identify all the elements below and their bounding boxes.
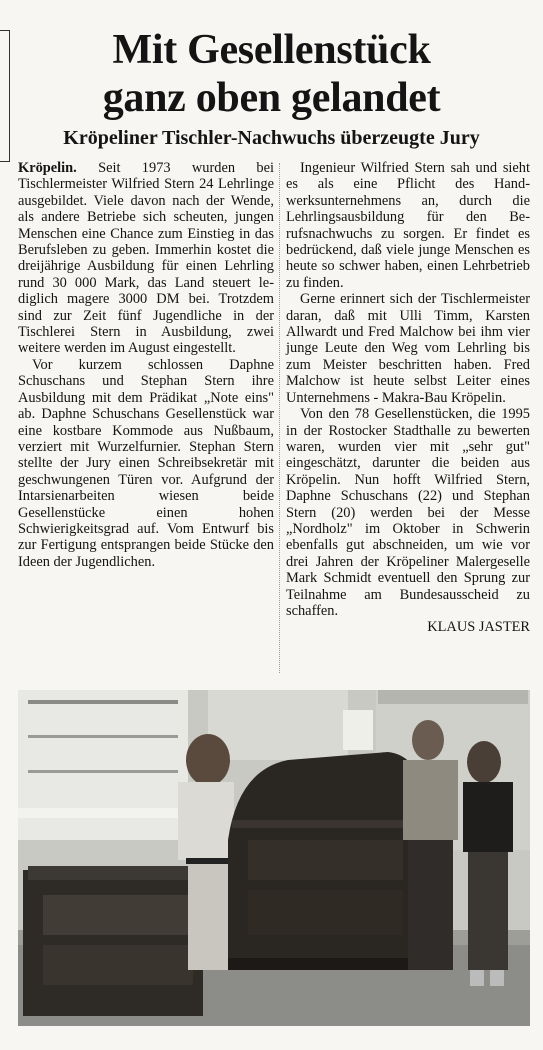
- paragraph-1: [18, 160, 274, 357]
- paragraph-5-text: Von den 78 Gesellenstücken, die 1995 in der Rostocker Stadthalle zu bewerten waren, wurden vier mit „sehr gut" eingeschätzt, darunter die beiden aus Kröpelin. Nun hofft Wilfried Stern, Daphne Schuschans (22) und Stephan Stern (20) werden bei der Messe „Nordholz" im Oktober in Schwerin ebenfalls gut abschneiden, um wie vor drei Jahren der Kröpeliner Malergeselle Mark Schmidt eventuell den Sprung zur Teilnahme am Bundesausscheid zu schaffen.: [286, 406, 530, 619]
- paragraph-4-text: Gerne erinnert sich der Tischlermeister daran, daß mit Ulli Timm, Karsten Allwardt und Fred Malchow bei ihm vier junge Leute den Weg vom Lehrling bis zum Meister beschritten haben. Fred Malchow ist heute selbst Leiter eines Unternehmens - Makra-Bau Kröpelin.: [286, 291, 530, 406]
- headline: [10, 26, 533, 122]
- subheadline: Kröpeliner Tischler-Nachwuchs überzeugte Jury: [63, 127, 480, 149]
- paragraph-2-text: Vor kurzem schlossen Daphne Schuschans und Stephan Stern ihre Ausbildung mit dem Prädikat „Note eins" ab. Daphne Schuschans Gesellenstück war eine kostbare Kommode aus Nußbaum, verziert mit Wurzelfurnier. Stephan Stern stellte der Jury einen Schreibsekretär mit geschwungenen Türen vor. Aufgrund der Intarsienarbeiten wiesen beide Gesellenstücke einen hohen Schwierigkeitsgrad auf. Vom Entwurf bis zur Fertigung entsprangen beide Stücke den Ideen der Jugendlichen.: [18, 356, 274, 570]
- paragraph-1-text: Seit 1973 wurden bei Tischlermeister Wilfried Stern 24 Lehrlinge ausgebildet. Viele davon nach der Wende, als andere Betriebe sich scheuten, jungen Menschen eine Chance zum Einstieg in das Berufsleben zu geben. Immerhin kostet die dreijährige Ausbildung für einen Lehrling rund 30 000 Mark, das Land steuert lediglich magere 3000 DM bei. Trotzdem sind zur Zeit fünf Jugendliche in der Tischlerei Stern in Ausbildung, zwei weitere werden im August eingestellt.: [18, 160, 274, 357]
- paragraph-3-text: Ingenieur Wilfried Stern sah und sieht es als eine Pflicht des Handwerksunternehmens an, durch die Lehrlingsausbildung für den Berufsnachwuchs zu sorgen. Er findet es bedrückend, daß viele junge Menschen es heute so schwer haben, einen Lehrbetrieb zu finden.: [286, 160, 530, 291]
- column-divider: [279, 163, 280, 673]
- headline-line-1: Mit Gesellenstück: [112, 27, 431, 73]
- left-edge-rule: [0, 30, 10, 162]
- dateline: Kröpelin.: [18, 160, 77, 176]
- headline-line-2: ganz oben gelandet: [102, 75, 441, 121]
- byline: KLAUS JASTER: [427, 619, 530, 636]
- workshop-photo-illustration: [18, 690, 530, 1026]
- paragraph-4: [286, 291, 530, 406]
- paragraph-2: [18, 357, 274, 570]
- paragraph-3: [286, 160, 530, 291]
- paragraph-5: [286, 406, 530, 619]
- article-photo: [18, 690, 530, 1026]
- article-column-right: [286, 160, 530, 636]
- article-column-left: [18, 160, 274, 570]
